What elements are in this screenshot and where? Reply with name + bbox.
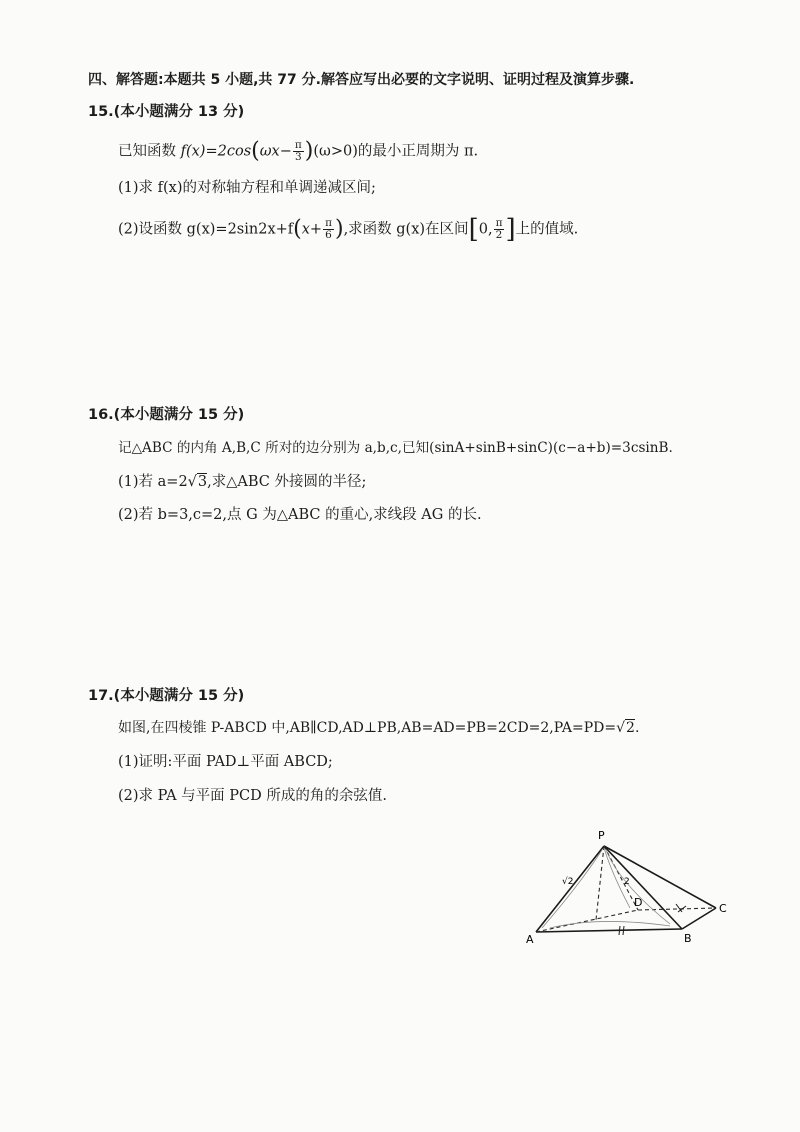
tick-mark bbox=[619, 926, 620, 935]
annotation-sqrt2: √2 bbox=[562, 877, 574, 887]
q15-part1: (1)求 f(x)的对称轴方程和单调递减区间; bbox=[118, 180, 376, 196]
frac-den: 3 bbox=[295, 151, 302, 163]
q15-part2-mid: ,求函数 g(x)在区间 bbox=[343, 221, 469, 238]
frac-num: π bbox=[325, 217, 332, 229]
paren-close: ) bbox=[334, 216, 344, 242]
bracket-close: ] bbox=[505, 214, 516, 245]
sqrt-sign: √2 bbox=[616, 720, 635, 736]
shading-stroke bbox=[550, 921, 670, 928]
section-heading: 四、解答题:本题共 5 小题,共 77 分.解答应写出必要的文字说明、证明过程及演算步骤. bbox=[88, 72, 635, 88]
q15-part2-end: 上的值域. bbox=[515, 221, 579, 238]
q16-header: 16.(本小题满分 15 分) bbox=[88, 407, 245, 423]
paren-open: ( bbox=[293, 216, 302, 242]
q17-header: 17.(本小题满分 15 分) bbox=[88, 688, 245, 704]
label-P: P bbox=[598, 829, 605, 842]
tick-mark bbox=[623, 926, 624, 935]
q17-part1: (1)证明:平面 PAD⊥平面 ABCD; bbox=[118, 754, 333, 770]
edge-DC bbox=[638, 908, 716, 910]
edge-AB bbox=[536, 929, 682, 932]
q16-part2: (2)若 b=3,c=2,点 G 为△ABC 的重心,求线段 AG 的长. bbox=[118, 507, 482, 523]
q15-x-plus: x+ bbox=[301, 221, 323, 238]
bracket-open: [ bbox=[468, 214, 479, 245]
q15-header: 15.(本小题满分 13 分) bbox=[88, 104, 245, 120]
pyramid-figure bbox=[520, 824, 740, 954]
edge-PB bbox=[604, 846, 682, 929]
label-C: C bbox=[719, 902, 727, 915]
q17-part2: (2)求 PA 与平面 PCD 所成的角的余弦值. bbox=[118, 788, 387, 804]
q16-part1-text: (1)若 a=2 bbox=[118, 474, 188, 490]
label-A: A bbox=[526, 933, 534, 946]
q15-fx: f(x)=2cos bbox=[180, 143, 252, 160]
frac-den: 6 bbox=[325, 229, 332, 241]
sqrt-radicand: 2 bbox=[626, 720, 635, 736]
q15-part2-text: (2)设函数 g(x)=2sin2x+f bbox=[118, 221, 294, 238]
frac-pi-6 bbox=[323, 218, 334, 241]
label-B: B bbox=[684, 932, 692, 945]
q15-stem-text: 已知函数 bbox=[118, 143, 181, 160]
q16-part1-end: ,求△ABC 外接圆的半径; bbox=[207, 474, 367, 490]
sqrt-radicand: 3 bbox=[197, 474, 208, 490]
q17-stem-end: . bbox=[634, 720, 640, 736]
q15-condition: (ω>0)的最小正周期为 π. bbox=[313, 143, 479, 160]
sqrt-sign: √3 bbox=[187, 474, 208, 490]
shading-stroke bbox=[606, 850, 670, 924]
frac-num: π bbox=[495, 217, 503, 229]
interval-start: 0, bbox=[478, 221, 493, 238]
paren-close: ) bbox=[304, 138, 314, 164]
label-D: D bbox=[634, 896, 643, 909]
q16-part1 bbox=[118, 472, 366, 492]
q15-part2 bbox=[118, 214, 579, 245]
shading-stroke bbox=[542, 850, 602, 928]
edge-BC bbox=[682, 908, 716, 929]
q16-stem: 记△ABC 的内角 A,B,C 所对的边分别为 a,b,c,已知(sinA+sinB+sinC)(c−a+b)=3csinB. bbox=[118, 440, 673, 456]
frac-num: π bbox=[294, 139, 302, 151]
q15-stem bbox=[118, 140, 478, 163]
q15-omega-x: ωx− bbox=[259, 143, 292, 160]
q17-stem-text: 如图,在四棱锥 P-ABCD 中,AB∥CD,AD⊥PB,AB=AD=PB=2CD=2,PA=PD= bbox=[118, 720, 617, 736]
frac-pi-3 bbox=[293, 140, 304, 163]
frac-pi-2 bbox=[494, 218, 505, 241]
frac-den: 2 bbox=[495, 229, 503, 241]
annotation-2: 2 bbox=[624, 877, 630, 887]
q17-stem bbox=[118, 718, 639, 738]
paren-open: ( bbox=[251, 138, 260, 164]
